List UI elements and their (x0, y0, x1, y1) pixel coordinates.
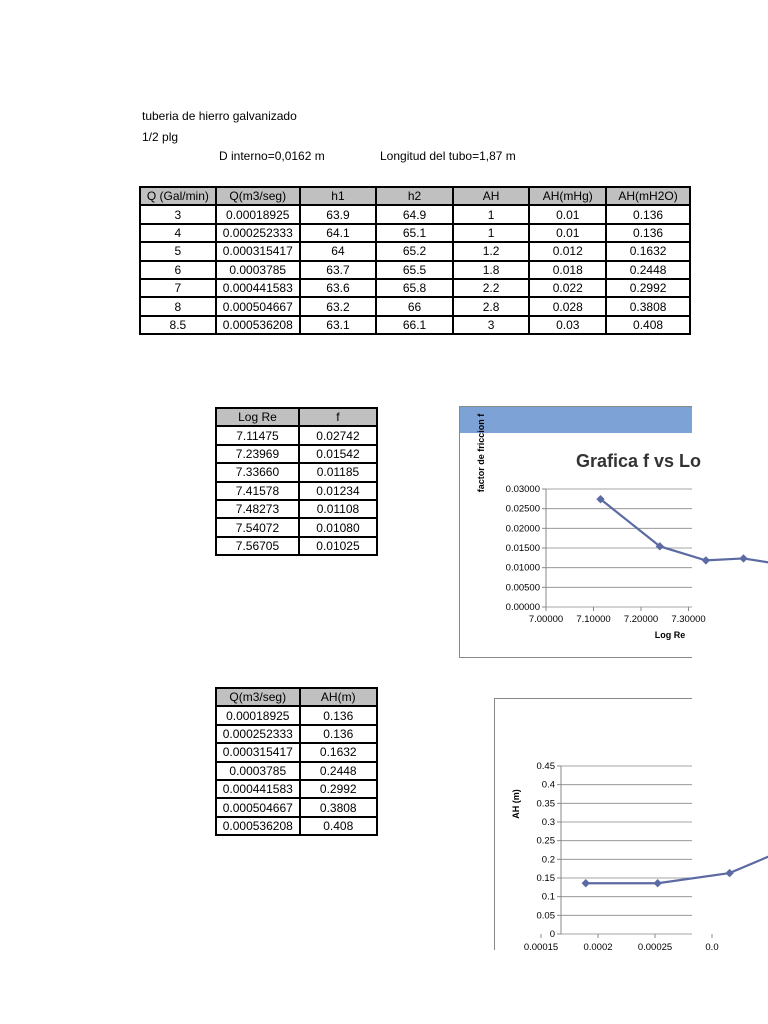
y-tick-label: 0.15 (536, 873, 555, 884)
table-cell: 65.1 (376, 224, 453, 242)
table-cell: 0.01025 (299, 537, 377, 555)
table-cell: 7.48273 (216, 500, 299, 518)
table-cell: 3 (140, 205, 216, 223)
flow-data-table (139, 186, 691, 335)
table-cell: 0.0003785 (216, 261, 300, 279)
y-tick-label: 0.45 (536, 761, 555, 772)
x-tick-label: 7.10000 (576, 614, 611, 625)
table-cell: 63.7 (300, 261, 377, 279)
table-cell: 7.54072 (216, 518, 299, 536)
table-row (216, 725, 377, 743)
column-header: f (299, 408, 377, 426)
table-cell: 63.6 (300, 279, 377, 297)
column-header: AH(mH2O) (606, 187, 690, 205)
table-cell: 63.9 (300, 205, 377, 223)
x-tick-label: 0.0 (705, 942, 719, 953)
table-cell: 0.2448 (300, 762, 377, 780)
q-ah-table (215, 687, 378, 836)
table-header-row (216, 408, 377, 426)
table-header-row (216, 688, 377, 706)
x-tick-label: 0.00015 (523, 942, 559, 953)
table-cell: 0.0003785 (216, 762, 300, 780)
data-point (582, 879, 590, 887)
tube-length: Longitud del tubo=1,87 m (380, 149, 516, 163)
table-row (216, 482, 377, 500)
doc-title: tuberia de hierro galvanizado (142, 109, 297, 123)
x-tick-label: 7.00000 (528, 614, 564, 625)
table-cell: 65.5 (376, 261, 453, 279)
y-tick-label: 0.05 (536, 910, 555, 922)
table-row (216, 762, 377, 780)
table-cell: 66 (376, 297, 453, 315)
logre-f-table (215, 407, 378, 556)
table-cell: 63.2 (300, 297, 377, 315)
y-tick-label: 0.03000 (505, 484, 540, 495)
data-point (725, 869, 733, 877)
table-cell: 0.136 (300, 706, 377, 724)
column-header: AH(m) (300, 688, 377, 706)
series-line (586, 782, 768, 884)
table-cell: 7.11475 (216, 426, 299, 444)
column-header: Q(m3/seg) (216, 187, 300, 205)
data-point (702, 556, 710, 564)
table-cell: 1.8 (453, 261, 530, 279)
column-header: h2 (376, 187, 453, 205)
table-cell: 0.012 (529, 242, 606, 260)
y-tick-label: 0.02500 (505, 503, 540, 515)
y-axis-label: factor de friccion f (476, 413, 486, 493)
table-cell: 0.02742 (299, 426, 377, 444)
data-point (653, 879, 661, 887)
table-cell: 0.3808 (300, 798, 377, 816)
table-cell: 64 (300, 242, 377, 260)
column-header: AH (453, 187, 530, 205)
table-cell: 0.01542 (299, 445, 377, 463)
table-row (216, 518, 377, 536)
table-cell: 0.2992 (606, 279, 690, 297)
table-cell: 7.33660 (216, 463, 299, 481)
y-tick-label: 0.02000 (505, 523, 540, 535)
table-cell: 7.41578 (216, 482, 299, 500)
pipe-size: 1/2 plg (142, 130, 179, 144)
table-cell: 0.2992 (300, 780, 377, 798)
table-row (140, 279, 690, 297)
table-row (140, 261, 690, 279)
column-header: AH(mHg) (529, 187, 606, 205)
column-header: Q (Gal/min) (140, 187, 216, 205)
table-cell: 0.000252333 (216, 224, 300, 242)
table-cell: 64.9 (376, 205, 453, 223)
chart-ah-vs-q (494, 698, 719, 953)
chart-header-band (460, 407, 692, 433)
internal-diameter: D interno=0,0162 m (219, 149, 325, 163)
table-row (216, 463, 377, 481)
table-cell: 1.2 (453, 242, 530, 260)
table-row (216, 426, 377, 444)
table-cell: 7.23969 (216, 445, 299, 463)
table-cell: 0.000536208 (216, 817, 300, 835)
table-row (216, 798, 377, 816)
chart-title: Grafica f vs Lo (576, 451, 702, 471)
x-tick-label: 7.20000 (623, 614, 659, 625)
table-row (216, 780, 377, 798)
table-cell: 0.408 (606, 316, 690, 334)
y-tick-label: 0.35 (536, 798, 555, 810)
table-row (216, 706, 377, 724)
table-cell: 1 (453, 224, 530, 242)
table-cell: 2.2 (453, 279, 530, 297)
table-cell: 7.56705 (216, 537, 299, 555)
table-cell: 0.136 (300, 725, 377, 743)
table-cell: 5 (140, 242, 216, 260)
column-header: Q(m3/seg) (216, 688, 300, 706)
x-tick-label: 0.0002 (583, 942, 613, 953)
table-cell: 0.3808 (606, 297, 690, 315)
table-row (140, 242, 690, 260)
table-cell: 4 (140, 224, 216, 242)
x-tick-label: 0.00025 (637, 942, 673, 953)
table-cell: 0.018 (529, 261, 606, 279)
table-row (140, 205, 690, 223)
table-cell: 0.136 (606, 224, 690, 242)
table-cell: 0.01185 (299, 463, 377, 481)
table-cell: 0.2448 (606, 261, 690, 279)
table-cell: 0.00018925 (216, 706, 300, 724)
table-cell: 0.01234 (299, 482, 377, 500)
table-cell: 0.000441583 (216, 279, 300, 297)
table-cell: 1 (453, 205, 530, 223)
y-tick-label: 0 (549, 929, 555, 940)
table-cell: 0.000252333 (216, 725, 300, 743)
y-tick-label: 0.01500 (505, 543, 540, 554)
data-point (739, 554, 747, 562)
table-row (216, 537, 377, 555)
column-header: h1 (300, 187, 377, 205)
table-cell: 0.01 (529, 224, 606, 242)
table-cell: 0.408 (300, 817, 377, 835)
table-row (140, 224, 690, 242)
table-cell: 0.000504667 (216, 798, 300, 816)
table-cell: 65.8 (376, 279, 453, 297)
table-cell: 65.2 (376, 242, 453, 260)
table-row (216, 743, 377, 761)
y-tick-label: 0.25 (536, 835, 555, 847)
table-cell: 0.028 (529, 297, 606, 315)
table-row (216, 445, 377, 463)
y-tick-label: 0.00000 (505, 602, 540, 613)
y-tick-label: 0.2 (541, 854, 555, 866)
table-cell: 6 (140, 261, 216, 279)
table-cell: 7 (140, 279, 216, 297)
table-row (140, 316, 690, 334)
y-tick-label: 0.4 (541, 779, 555, 791)
table-cell: 0.136 (606, 205, 690, 223)
y-tick-label: 0.3 (541, 817, 555, 828)
table-cell: 0.1632 (606, 242, 690, 260)
table-cell: 0.000315417 (216, 743, 300, 761)
table-cell: 8.5 (140, 316, 216, 334)
table-row (216, 817, 377, 835)
table-cell: 0.000536208 (216, 316, 300, 334)
table-cell: 8 (140, 297, 216, 315)
y-tick-label: 0.01000 (505, 562, 540, 574)
chart-f-vs-logre-svg (460, 407, 706, 657)
chart-f-vs-logre (459, 406, 706, 658)
table-header-row (140, 187, 690, 205)
x-tick-label: 7.30000 (671, 614, 706, 625)
column-header: Log Re (216, 408, 299, 426)
table-cell: 0.00018925 (216, 205, 300, 223)
table-row (216, 500, 377, 518)
chart-ah-vs-q-svg (495, 699, 719, 953)
table-cell: 0.1632 (300, 743, 377, 761)
table-cell: 3 (453, 316, 530, 334)
table-cell: 0.000441583 (216, 780, 300, 798)
table-cell: 0.000504667 (216, 297, 300, 315)
x-axis-label: Log Re (654, 630, 686, 640)
table-cell: 0.03 (529, 316, 606, 334)
table-cell: 2.8 (453, 297, 530, 315)
table-cell: 0.01 (529, 205, 606, 223)
y-axis-label: AH (m) (511, 789, 521, 819)
table-cell: 63.1 (300, 316, 377, 334)
table-cell: 0.000315417 (216, 242, 300, 260)
table-cell: 0.01108 (299, 500, 377, 518)
table-row (140, 297, 690, 315)
table-cell: 0.022 (529, 279, 606, 297)
table-cell: 0.01080 (299, 518, 377, 536)
table-cell: 66.1 (376, 316, 453, 334)
y-tick-label: 0.1 (541, 891, 555, 903)
table-cell: 64.1 (300, 224, 377, 242)
y-tick-label: 0.00500 (505, 582, 540, 594)
